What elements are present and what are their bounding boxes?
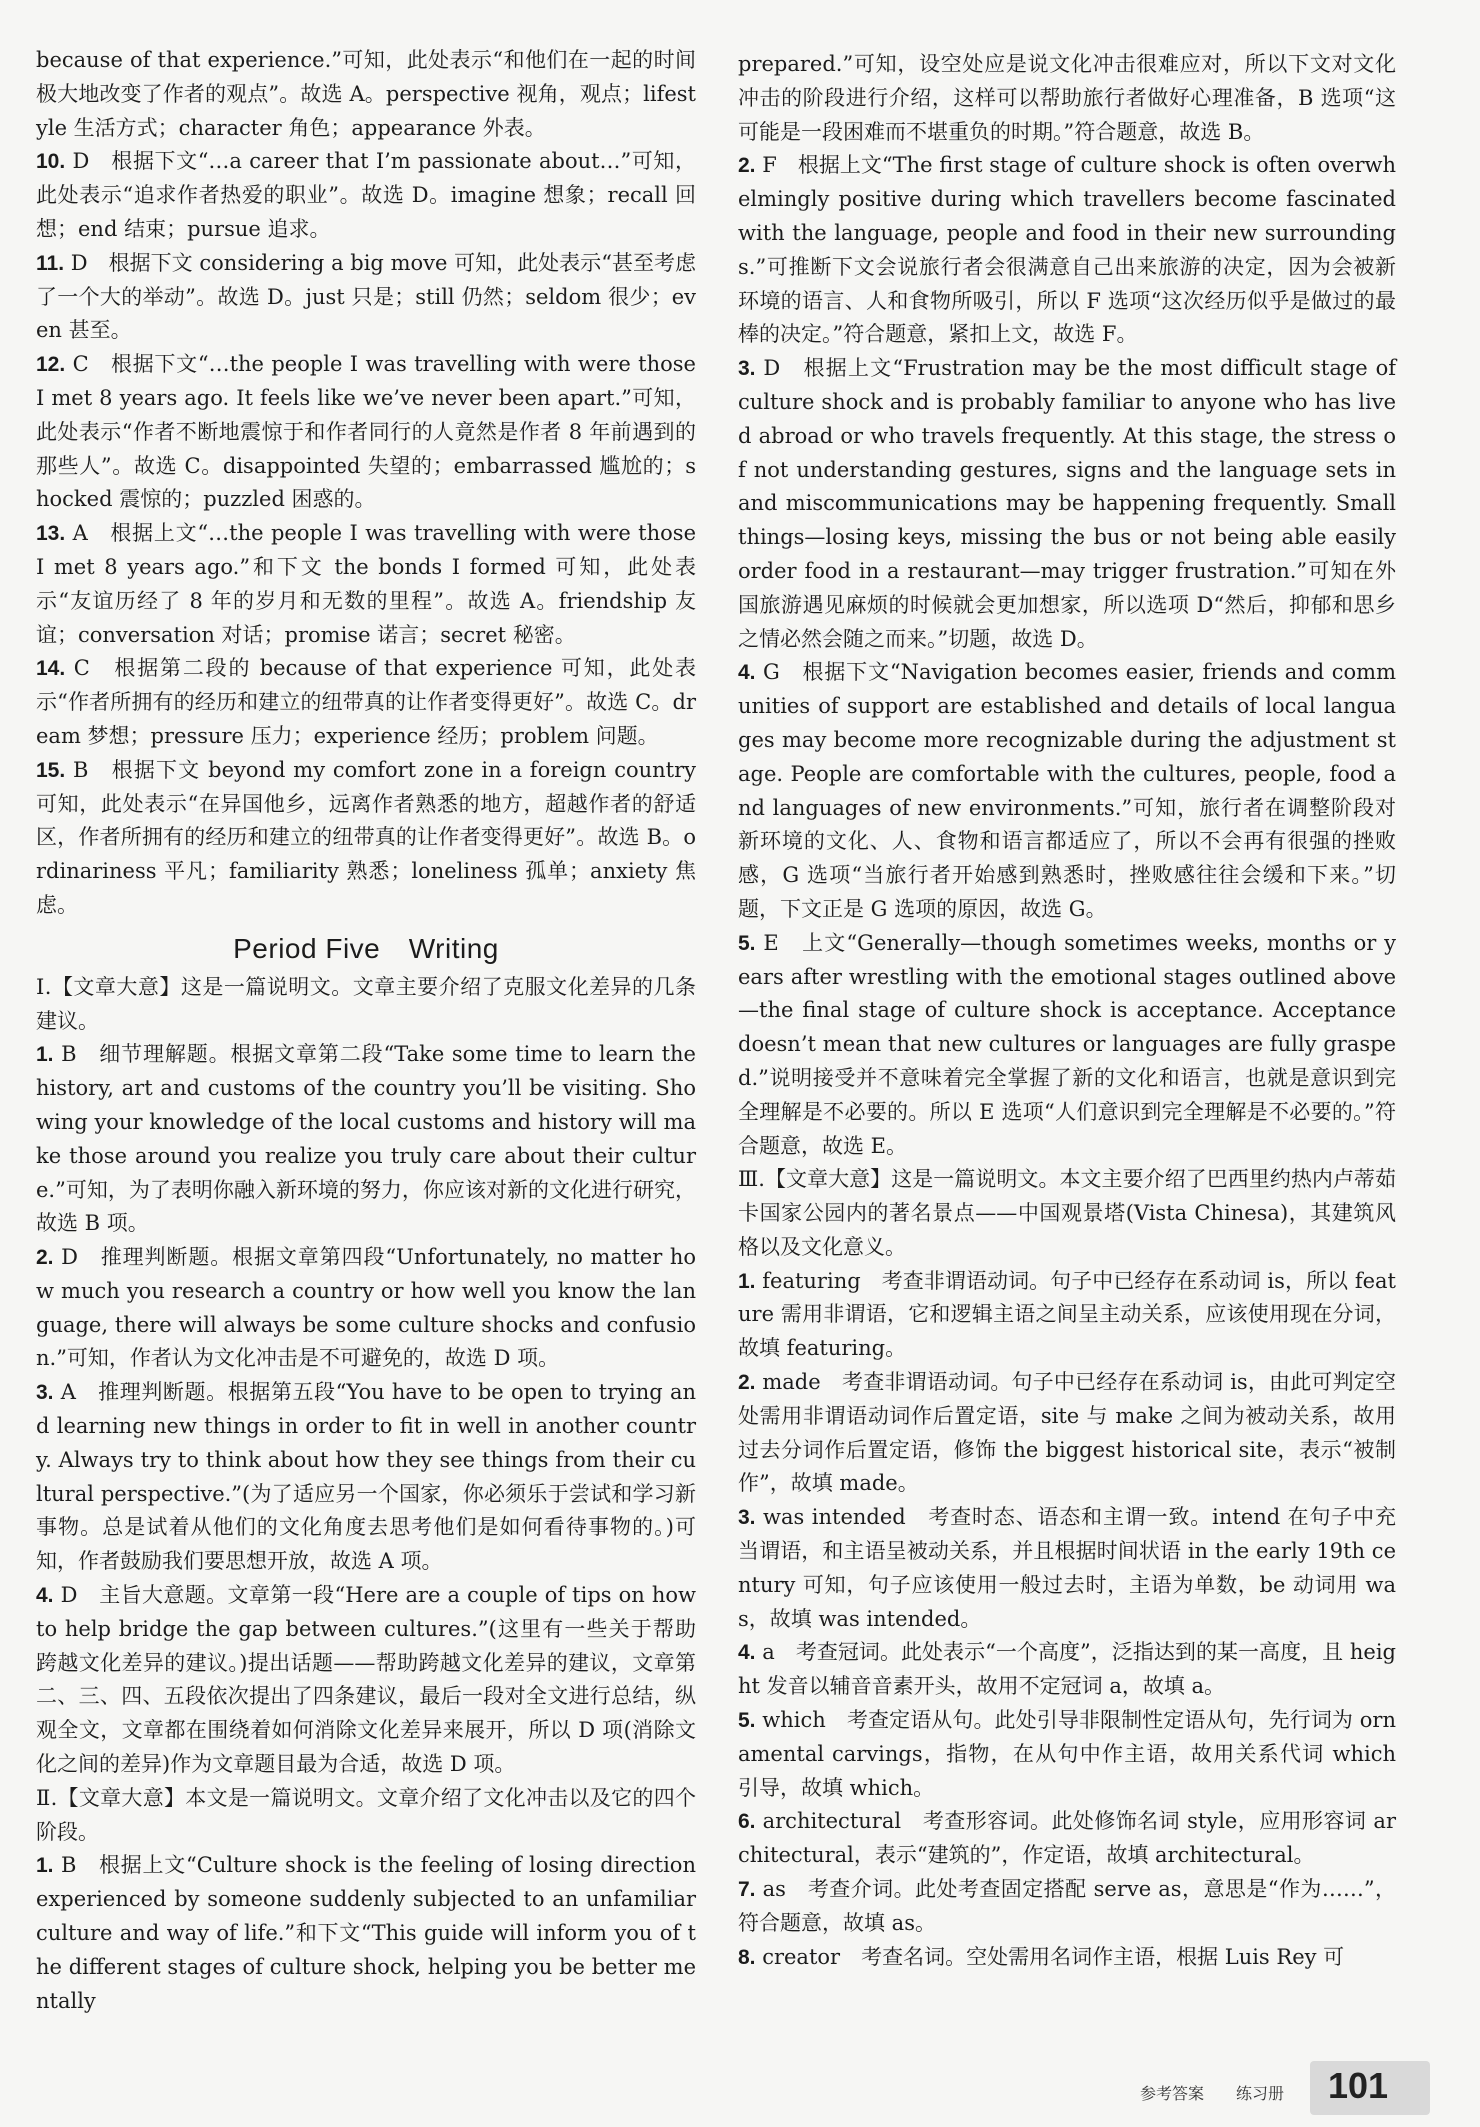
answer-text: Ⅰ.【文章大意】这是一篇说明文。文章主要介绍了克服文化差异的几条建议。 bbox=[36, 974, 696, 1033]
answer-text: B 根据下文 beyond my comfort zone in a foreign country 可知，此处表示“在异国他乡，远离作者熟悉的地方，超越作者的舒适区，作者所拥有的经历和建立的纽带真的让作者变得更好”。故选 B。ordinariness 平凡；familiarity 熟悉；loneliness 孤单；anxiety 焦虑。 bbox=[36, 757, 696, 917]
right-column bbox=[738, 48, 1396, 1974]
answer-number: 2. bbox=[738, 1371, 756, 1395]
answer-paragraph bbox=[738, 1501, 1396, 1636]
answer-text: C 根据下文“…the people I was travelling with were those I met 8 years ago. It feels like we’ve never been apart.”可知，此处表示“作者不断地震惊于和作者同行的人竟然是作者 8 年前遇到的那些人”。故选 C。disappointed 失望的；embarrassed 尴尬的；shocked 震惊的；puzzled 困惑的。 bbox=[36, 352, 696, 512]
answer-number: 8. bbox=[738, 1945, 756, 1969]
answer-number: 3. bbox=[738, 1506, 756, 1530]
answer-number: 10. bbox=[36, 150, 66, 174]
answer-paragraph bbox=[36, 247, 696, 348]
answer-number: 7. bbox=[738, 1878, 756, 1902]
answer-text: D 根据上文“Frustration may be the most difficult stage of culture shock and is probably familiar to anyone who has lived abroad or who travels frequently. At this stage, the stress of not understanding gestures, signs and the language sets in and miscommunications may be happening frequently. Small things—losing keys, missing the bus or not being able easily order food in a restaurant—may trigger frustration.”可知在外国旅游遇见麻烦的时候就会更加想家，所以选项 D“然后，抑郁和思乡之情必然会随之而来。”切题，故选 D。 bbox=[738, 356, 1396, 651]
answer-text: G 根据下文“Navigation becomes easier, friends and communities of support are established and details of local languages may become more recognizable during the adjustment stage. People are comfortable with the cultures, people, food and languages of new environments.”可知，旅行者在调整阶段对新环境的文化、人、食物和语言都适应了，所以不会再有很强的挫败感，G 选项“当旅行者开始感到熟悉时，挫败感往往会缓和下来。”切题，下文正是 G 选项的原因，故选 G。 bbox=[738, 660, 1396, 921]
answer-paragraph bbox=[36, 1849, 696, 2018]
answer-number: 4. bbox=[738, 661, 756, 685]
answer-text: D 推理判断题。根据文章第四段“Unfortunately, no matter how much you research a country or how well you know the language, there will always be some culture shocks and confusion.”可知，作者认为文化冲击是不可避免的，故选 D 项。 bbox=[36, 1245, 696, 1371]
answer-text: B 细节理解题。根据文章第二段“Take some time to learn the history, art and customs of the country you’ll be visiting. Showing your knowledge of the local customs and history will make those around you realize you truly care about their culture.”可知，为了表明你融入新环境的努力，你应该对新的文化进行研究，故选 B 项。 bbox=[36, 1042, 696, 1236]
answer-paragraph bbox=[738, 1636, 1396, 1704]
answer-text: B 根据上文“Culture shock is the feeling of losing direction experienced by someone suddenly subjected to an unfamiliar culture and way of life.”和下文“This guide will inform you of the different stages of culture shock, helping you be better mentally bbox=[36, 1853, 696, 2013]
answer-paragraph bbox=[738, 1805, 1396, 1873]
answer-text: was intended 考查时态、语态和主谓一致。intend 在句子中充当谓语，和主语呈被动关系，并且根据时间状语 in the early 19th century 可知，句子应该使用一般过去时，主语为单数，be 动词用 was，故填 was intended。 bbox=[738, 1505, 1396, 1631]
answer-number: 2. bbox=[738, 154, 756, 178]
answer-text: D 根据下文“…a career that I’m passionate about…”可知，此处表示“追求作者热爱的职业”。故选 D。imagine 想象；recall 回想；end 结束；pursue 追求。 bbox=[36, 149, 696, 241]
answer-text: featuring 考查非谓语动词。句子中已经存在系动词 is，所以 feature 需用非谓语，它和逻辑主语之间呈主动关系，应该使用现在分词，故填 featuring。 bbox=[738, 1268, 1396, 1361]
answer-number: 15. bbox=[36, 758, 66, 782]
answer-number: 3. bbox=[36, 1381, 54, 1405]
answer-number: 4. bbox=[738, 1641, 756, 1665]
answer-text: made 考查非谓语动词。句子中已经存在系动词 is，由此可判定空处需用非谓语动词作后置定语，site 与 make 之间为被动关系，故用过去分词作后置定语，修饰 the biggest historical site，表示“被制作”，故填 made。 bbox=[738, 1370, 1396, 1496]
answer-paragraph bbox=[738, 1873, 1396, 1941]
answer-text: A 根据上文“…the people I was travelling with were those I met 8 years ago.”和下文 the bonds I formed 可知，此处表示“友谊历经了 8 年的岁月和无数的里程”。故选 A。friendship 友谊；conversation 对话；promise 诺言；secret 秘密。 bbox=[36, 521, 696, 647]
answer-paragraph bbox=[36, 1782, 696, 1850]
answer-text: architectural 考查形容词。此处修饰名词 style，应用形容词 architectural，表示“建筑的”，作定语，故填 architectural。 bbox=[738, 1809, 1396, 1868]
answer-paragraph bbox=[738, 1704, 1396, 1805]
answer-number: 13. bbox=[36, 522, 66, 546]
answer-text: F 根据上文“The first stage of culture shock is often overwhelmingly positive during which travellers become fascinated with the language, people and food in their new surroundings.”可推断下文会说旅行者会很满意自己出来旅游的决定，因为会被新环境的语言、人和食物所吸引，所以 F 选项“这次经历似乎是做过的最棒的决定。”符合题意，紧扣上文，故选 F。 bbox=[738, 153, 1396, 347]
answer-text: creator 考查名词。空处需用名词作主语，根据 Luis Rey 可 bbox=[762, 1944, 1345, 1969]
answer-text: A 推理判断题。根据第五段“You have to be open to trying and learning new things in order to fit in well in another country. Always try to think about how they see things from their cultural perspective.”(为了适应另一个国家，你必须乐于尝试和学习新事物。总是试着从他们的文化角度去思考他们是如何看待事物的。)可知，作者鼓励我们要思想开放，故选 A 项。 bbox=[36, 1380, 696, 1574]
answer-paragraph bbox=[738, 656, 1396, 926]
answer-text: E 上文“Generally—though sometimes weeks, months or years after wrestling with the emotional stages outlined above—the final stage of culture shock is acceptance. Acceptance doesn’t mean that new cultures or languages are fully grasped.”说明接受并不意味着完全掌握了新的文化和语言，也就是意识到完全理解是不必要的。所以 E 选项“人们意识到完全理解是不必要的。”符合题意，故选 E。 bbox=[738, 930, 1396, 1158]
answer-paragraph bbox=[738, 1366, 1396, 1501]
answer-number: 2. bbox=[36, 1246, 54, 1270]
answer-text: a 考查冠词。此处表示“一个高度”，泛指达到的某一高度，且 height 发音以辅音音素开头，故用不定冠词 a，故填 a。 bbox=[738, 1640, 1396, 1699]
answer-number: 3. bbox=[738, 357, 756, 381]
answer-text: C 根据第二段的 because of that experience 可知，此处表示“作者所拥有的经历和建立的纽带真的让作者变得更好”。故选 C。dream 梦想；pressure 压力；experience 经历；problem 问题。 bbox=[36, 656, 696, 748]
answer-number: 1. bbox=[738, 1269, 756, 1293]
answer-paragraph bbox=[36, 754, 696, 923]
answer-paragraph bbox=[738, 1163, 1396, 1264]
answer-paragraph bbox=[36, 1241, 696, 1376]
answer-paragraph bbox=[36, 652, 696, 753]
answer-paragraph bbox=[738, 1265, 1396, 1366]
answer-paragraph bbox=[36, 971, 696, 1039]
answer-text: because of that experience.”可知，此处表示“和他们在一起的时间极大地改变了作者的观点”。故选 A。perspective 视角，观点；lifestyle 生活方式；character 角色；appearance 外表。 bbox=[36, 48, 696, 140]
answer-text: D 根据下文 considering a big move 可知，此处表示“甚至考虑了一个大的举动”。故选 D。just 只是；still 仍然；seldom 很少；even 甚至。 bbox=[36, 250, 696, 343]
answer-number: 4. bbox=[36, 1584, 54, 1608]
answer-number: 11. bbox=[36, 251, 65, 275]
answer-paragraph bbox=[738, 149, 1396, 352]
answer-paragraph bbox=[36, 44, 696, 145]
answer-paragraph bbox=[738, 927, 1396, 1164]
answer-text: D 主旨大意题。文章第一段“Here are a couple of tips on how to help bridge the gap between cultures.”(这里有一些关于帮助跨越文化差异的建议。)提出话题——帮助跨越文化差异的建议，文章第二、三、四、五段依次提出了四条建议，最后一段对全文进行总结，纵观全文，文章都在围绕着如何消除文化差异来展开，所以 D 项(消除文化之间的差异)作为文章题目最为合适，故选 D 项。 bbox=[36, 1583, 696, 1777]
answer-paragraph bbox=[36, 348, 696, 517]
answer-text: Ⅲ.【文章大意】这是一篇说明文。本文主要介绍了巴西里约热内卢蒂茹卡国家公园内的著名景点——中国观景塔(Vista Chinesa)，其建筑风格以及文化意义。 bbox=[738, 1167, 1396, 1259]
answer-text: prepared.”可知，设空处应是说文化冲击很难应对，所以下文对文化冲击的阶段进行介绍，这样可以帮助旅行者做好心理准备，B 选项“这可能是一段困难而不堪重负的时期。”符合题意，故选 B。 bbox=[738, 52, 1396, 144]
footer-book-label: 练习册 bbox=[1236, 2084, 1285, 2103]
answer-paragraph bbox=[36, 145, 696, 246]
answer-number: 6. bbox=[738, 1810, 756, 1834]
answer-paragraph bbox=[36, 1579, 696, 1782]
answer-number: 14. bbox=[36, 657, 66, 681]
answer-number: 1. bbox=[36, 1043, 54, 1067]
answer-number: 1. bbox=[36, 1854, 54, 1878]
answer-paragraph bbox=[36, 517, 696, 652]
answer-paragraph bbox=[36, 1038, 696, 1241]
answer-number: 5. bbox=[738, 931, 756, 955]
footer-answer-label: 参考答案 bbox=[1140, 2084, 1205, 2103]
page-number: 101 bbox=[1328, 2065, 1389, 2106]
answer-number: 12. bbox=[36, 353, 66, 377]
answer-paragraph bbox=[738, 48, 1396, 149]
answer-text: Ⅱ.【文章大意】本文是一篇说明文。文章介绍了文化冲击以及它的四个阶段。 bbox=[36, 1785, 696, 1844]
section-title: Period Five Writing bbox=[233, 932, 499, 964]
answer-text: which 考查定语从句。此处引导非限制性定语从句，先行词为 ornamental carvings，指物，在从句中作主语，故用关系代词 which 引导，故填 which。 bbox=[738, 1708, 1396, 1800]
answer-paragraph bbox=[738, 352, 1396, 656]
answer-text: as 考查介词。此处考查固定搭配 serve as，意思是“作为……”，符合题意，故填 as。 bbox=[738, 1877, 1396, 1935]
answer-number: 5. bbox=[738, 1709, 756, 1733]
answer-paragraph bbox=[738, 1941, 1396, 1975]
answer-paragraph bbox=[36, 1376, 696, 1579]
left-column bbox=[36, 44, 696, 2018]
page-footer bbox=[1060, 2047, 1480, 2127]
